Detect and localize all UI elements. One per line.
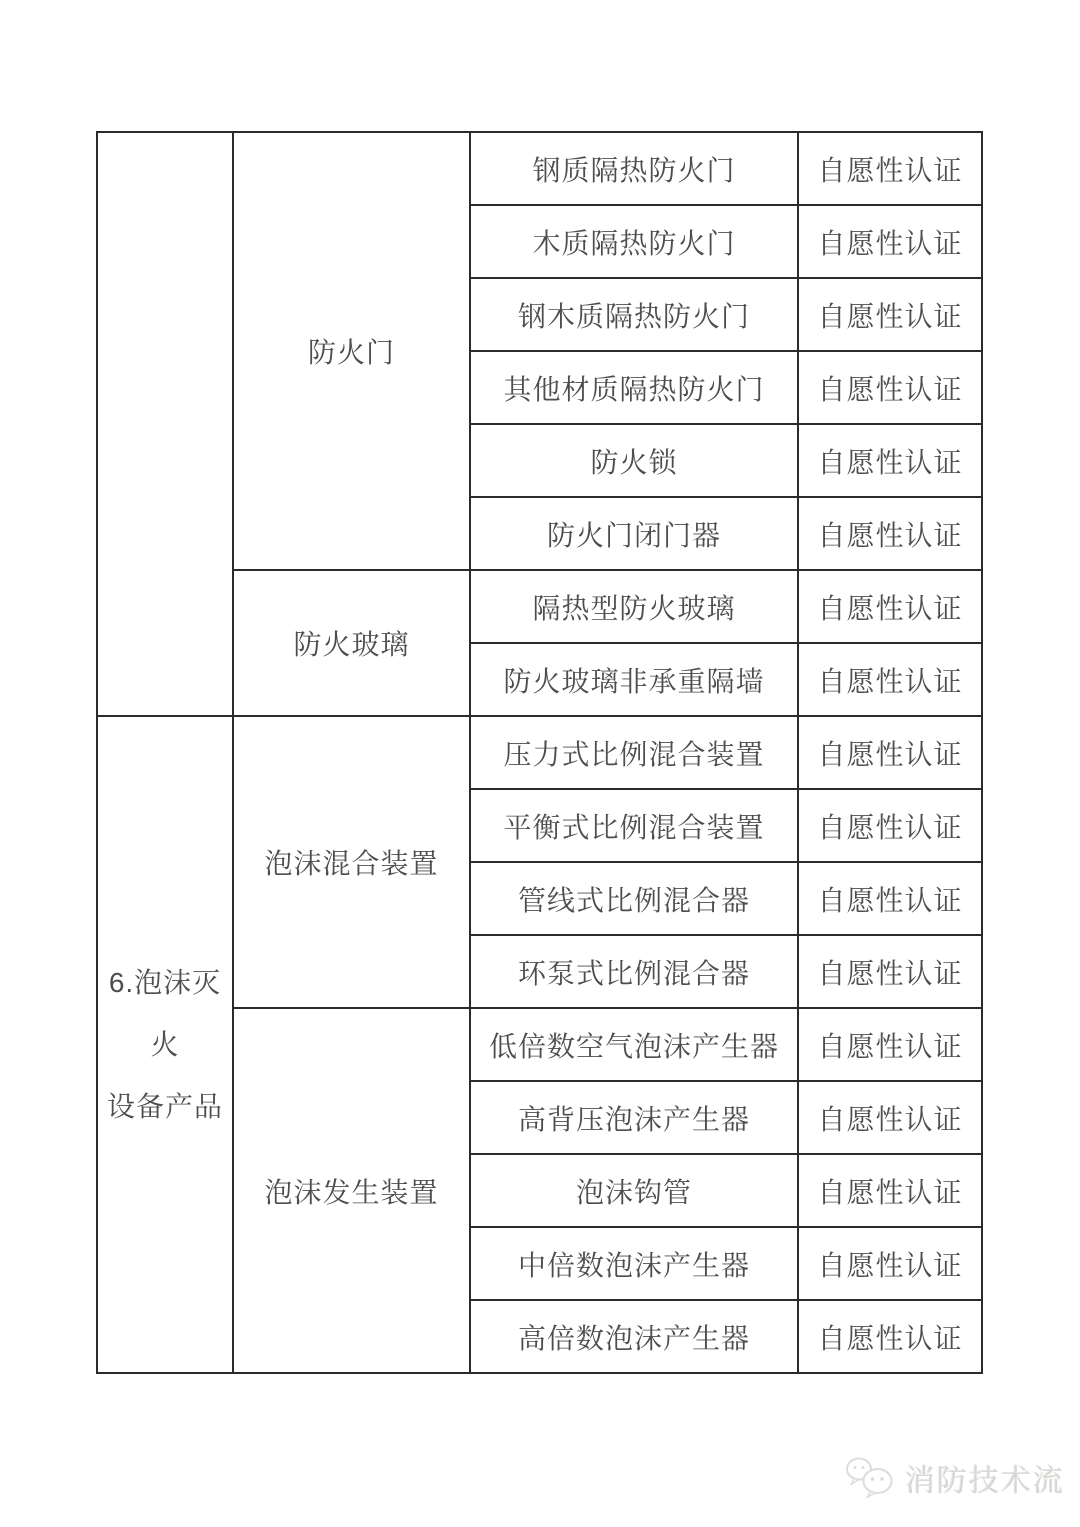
product-cell: 高背压泡沫产生器 <box>470 1081 798 1154</box>
certification-cell: 自愿性认证 <box>798 789 982 862</box>
certification-cell: 自愿性认证 <box>798 278 982 351</box>
certification-cell: 自愿性认证 <box>798 205 982 278</box>
product-cell: 低倍数空气泡沫产生器 <box>470 1008 798 1081</box>
product-cell: 防火锁 <box>470 424 798 497</box>
subcategory-cell-fire-glass: 防火玻璃 <box>233 570 470 716</box>
certification-cell: 自愿性认证 <box>798 132 982 205</box>
subcategory-cell-foam-mixing: 泡沫混合装置 <box>233 716 470 1008</box>
product-cell: 防火玻璃非承重隔墙 <box>470 643 798 716</box>
watermark-text: 消防技术流 <box>905 1465 1065 1498</box>
product-cell: 环泵式比例混合器 <box>470 935 798 1008</box>
table-row <box>97 716 982 789</box>
certification-cell: 自愿性认证 <box>798 862 982 935</box>
certification-cell: 自愿性认证 <box>798 570 982 643</box>
product-cell: 高倍数泡沫产生器 <box>470 1300 798 1373</box>
product-cell: 中倍数泡沫产生器 <box>470 1227 798 1300</box>
product-cell: 木质隔热防火门 <box>470 205 798 278</box>
product-cell: 其他材质隔热防火门 <box>470 351 798 424</box>
certification-cell: 自愿性认证 <box>798 1227 982 1300</box>
certification-cell: 自愿性认证 <box>798 497 982 570</box>
product-cell: 隔热型防火玻璃 <box>470 570 798 643</box>
certification-cell: 自愿性认证 <box>798 351 982 424</box>
product-cell: 钢木质隔热防火门 <box>470 278 798 351</box>
product-cell: 压力式比例混合装置 <box>470 716 798 789</box>
category-cell-empty <box>97 132 233 716</box>
certification-cell: 自愿性认证 <box>798 935 982 1008</box>
subcategory-cell-fire-door: 防火门 <box>233 132 470 570</box>
product-cell: 平衡式比例混合装置 <box>470 789 798 862</box>
category-line: 设备产品 <box>106 1090 223 1122</box>
certification-cell: 自愿性认证 <box>798 1300 982 1373</box>
product-cell: 防火门闭门器 <box>470 497 798 570</box>
category-line: 6.泡沫灭火 <box>108 966 222 1060</box>
product-cell: 泡沫钩管 <box>470 1154 798 1227</box>
certification-cell: 自愿性认证 <box>798 716 982 789</box>
certification-cell: 自愿性认证 <box>798 643 982 716</box>
certification-cell: 自愿性认证 <box>798 1081 982 1154</box>
category-cell-foam-equipment <box>97 716 233 1373</box>
certification-cell: 自愿性认证 <box>798 1154 982 1227</box>
product-cell: 管线式比例混合器 <box>470 862 798 935</box>
subcategory-cell-foam-generating: 泡沫发生装置 <box>233 1008 470 1373</box>
certification-cell: 自愿性认证 <box>798 1008 982 1081</box>
wechat-icon <box>845 1456 895 1500</box>
product-cell: 钢质隔热防火门 <box>470 132 798 205</box>
certification-cell: 自愿性认证 <box>798 424 982 497</box>
product-certification-table <box>96 131 983 1374</box>
table-row <box>97 132 982 205</box>
watermark <box>845 1455 1065 1501</box>
